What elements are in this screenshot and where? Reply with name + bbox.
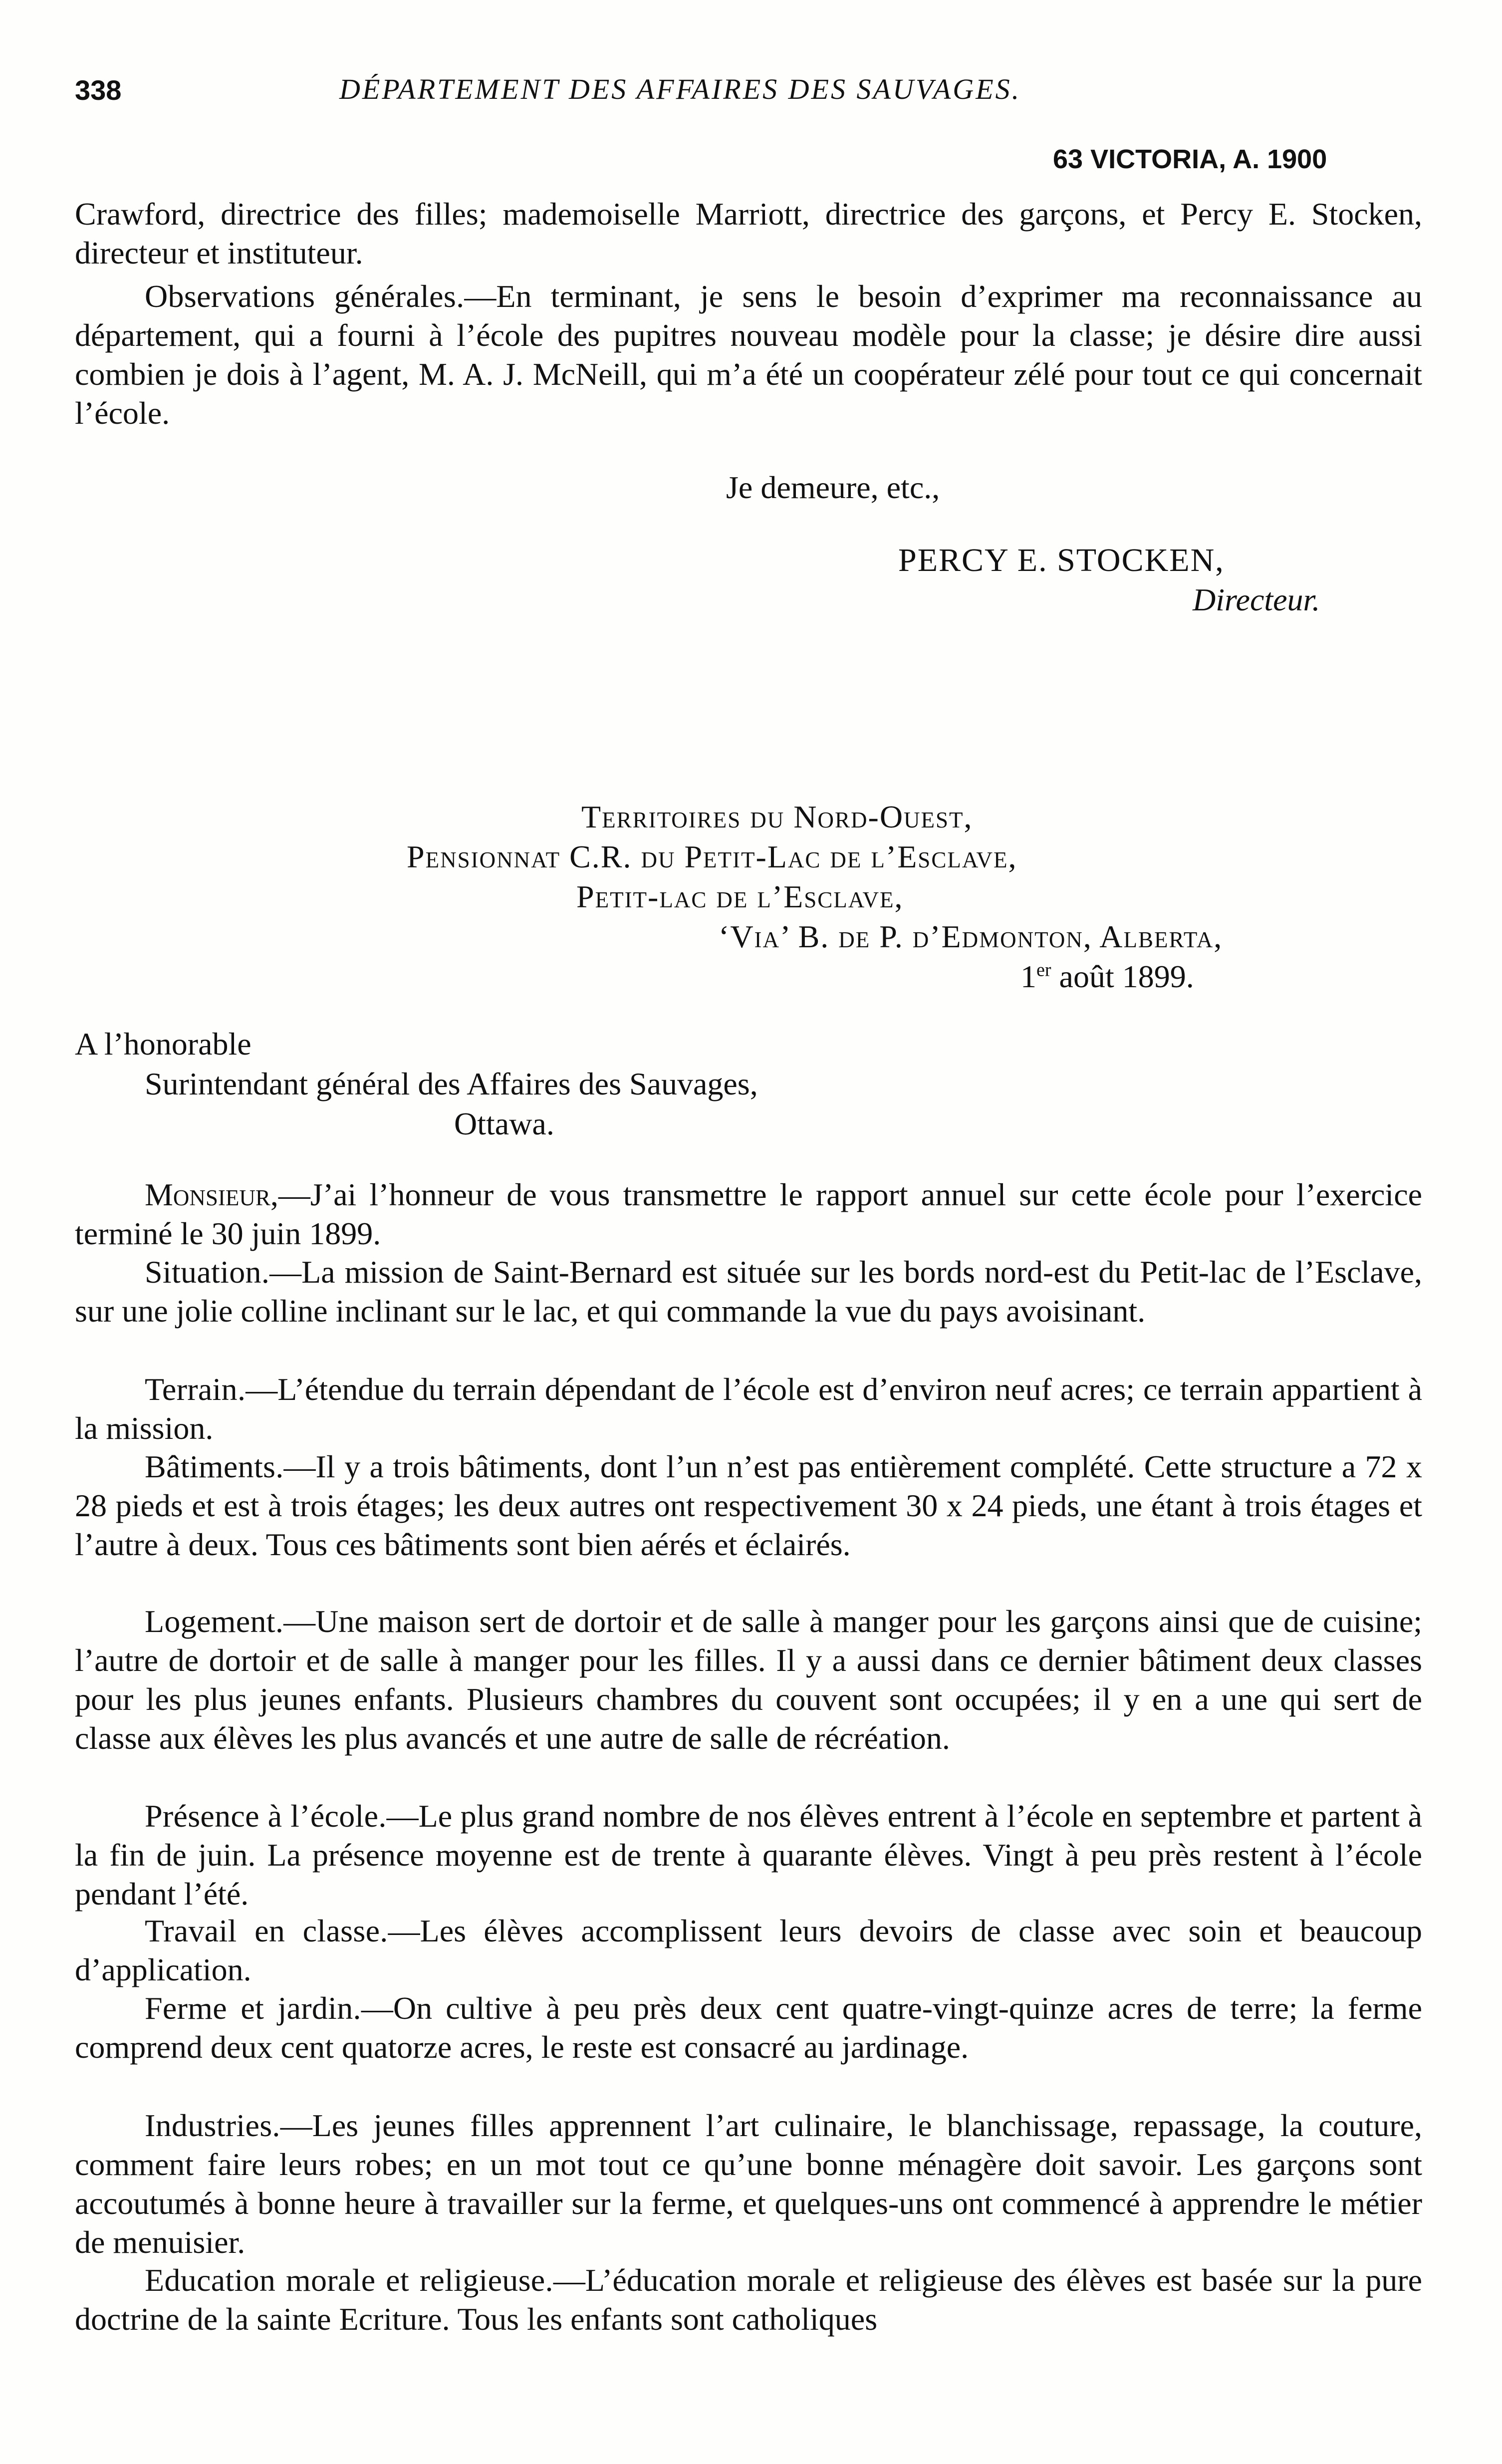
observations-heading: Observations générales. [145,278,465,314]
section-text: —L’éducation morale et religieuse des élèves est basée sur la pure doctrine de la sainte Ecriture. Tous les enfants sont catholiques [75,2262,1422,2337]
salutation-text: —J’ai l’honneur de vous transmettre le rapport annuel sur cette école pour l’exercice terminé le 30 juin 1899. [75,1177,1422,1251]
section-paragraph [75,1602,1422,1758]
section-heading: Ferme et jardin. [145,1990,361,2026]
running-head: DÉPARTEMENT DES AFFAIRES DES SAUVAGES. [339,73,1021,105]
section-text: —Les élèves accomplissent leurs devoirs de classe avec soin et beaucoup d’application. [75,1913,1422,1987]
section-paragraph [75,1253,1422,1331]
section-heading: Bâtiments. [145,1449,284,1484]
salutation-word: Monsieur, [145,1177,278,1212]
section-text: —Une maison sert de dortoir et de salle à manger pour les garçons ainsi que de cuisine; l’autre de dortoir et de salle à manger pour les filles. Il y a aussi dans ce dernier bâtiment deux classes pour les plus jeunes enfants. Plusieurs chambres du couvent sont occupées; il y en a une qui sert de classe aux élèves les plus avancés et une autre de salle de récréation. [75,1604,1422,1756]
address-line-1: Territoires du Nord-Ouest, [581,799,973,834]
section-text: —Les jeunes filles apprennent l’art culinaire, le blanchissage, repassage, la couture, comment faire leurs robes; en un mot tout ce qu’une bonne ménagère doit savoir. Les garçons sont accoutumés à bonne heure à travailler sur la ferme, et quelques-uns ont commencé à apprendre le métier de menuisier. [75,2108,1422,2260]
recipient-line-3: Ottawa. [454,1106,554,1141]
section-paragraph [75,2261,1422,2339]
section-paragraph [75,1797,1422,1914]
address-line-3: Petit-lac de l’Esclave, [576,879,904,914]
address-line-4: ‘Via’ B. de P. d’Edmonton, Alberta, [719,919,1223,954]
closing-formula: Je demeure, etc., [726,470,940,505]
section-paragraph [75,1447,1422,1564]
observations-paragraph [75,277,1422,433]
section-text: —Le plus grand nombre de nos élèves entrent à l’école en septembre et partent à la fin de juin. La présence moyenne est de trente à quarante élèves. Vingt à peu près restent à l’école pendant l’été. [75,1798,1423,1912]
section-text: —On cultive à peu près deux cent quatre-vingt-quinze acres de terre; la ferme comprend deux cent quatorze acres, le reste est consacré au jardinage. [75,1990,1422,2065]
page-number: 338 [75,74,122,106]
section-paragraph [75,1370,1422,1448]
signer-name: PERCY E. STOCKEN, [898,542,1225,578]
section-heading: Logement. [145,1604,284,1639]
section-heading: Situation. [145,1254,270,1290]
section-paragraph [75,1989,1422,2067]
section-paragraph [75,1912,1422,1989]
signer-title: Directeur. [1193,582,1320,617]
recipient-line-1: A l’honorable [75,1026,251,1062]
address-line-2: Pensionnat C.R. du Petit-Lac de l’Esclave, [407,839,1017,874]
section-heading: Education morale et religieuse. [145,2262,553,2298]
section-text: —Il y a trois bâtiments, dont l’un n’est pas entièrement complété. Cette structure a 72 x 28 pieds et est à trois étages; les deux autres ont respectivement 30 x 24 pieds, une étant à trois étages et l’autre à deux. Tous ces bâtiments sont bien aérés et éclairés. [75,1449,1422,1562]
observations-text: —En terminant, je sens le besoin d’exprimer ma reconnaissance au département, qui a fourni à l’école des pupitres nouveau modèle pour la classe; je désire dire aussi combien je dois à l’agent, M. A. J. McNeill, qui m’a été un coopérateur zélé pour tout ce qui concernait l’école. [75,278,1422,431]
section-text: —L’étendue du terrain dépendant de l’école est d’environ neuf acres; ce terrain appartient à la mission. [75,1371,1422,1446]
letter-date [1020,958,1194,995]
date-rest: août 1899. [1051,959,1194,994]
section-heading: Travail en classe. [145,1913,388,1948]
salutation-paragraph [75,1175,1422,1253]
recipient-line-2: Surintendant général des Affaires des Sauvages, [145,1066,758,1101]
session-mark: 63 VICTORIA, A. 1900 [1053,144,1327,174]
section-heading: Présence à l’école. [145,1798,387,1834]
section-heading: Industries. [145,2108,280,2143]
letter1-continuation: Crawford, directrice des filles; mademoiselle Marriott, directrice des garçons, et Percy E. Stocken, directeur et instituteur. [75,196,1422,271]
section-heading: Terrain. [145,1371,246,1407]
section-text: —La mission de Saint-Bernard est située sur les bords nord-est du Petit-lac de l’Esclave, sur une jolie colline inclinant sur le lac, et qui commande la vue du pays avoisinant. [75,1254,1422,1329]
section-paragraph [75,2106,1422,2262]
date-day: 1 [1020,959,1036,994]
date-superscript: er [1036,959,1051,981]
